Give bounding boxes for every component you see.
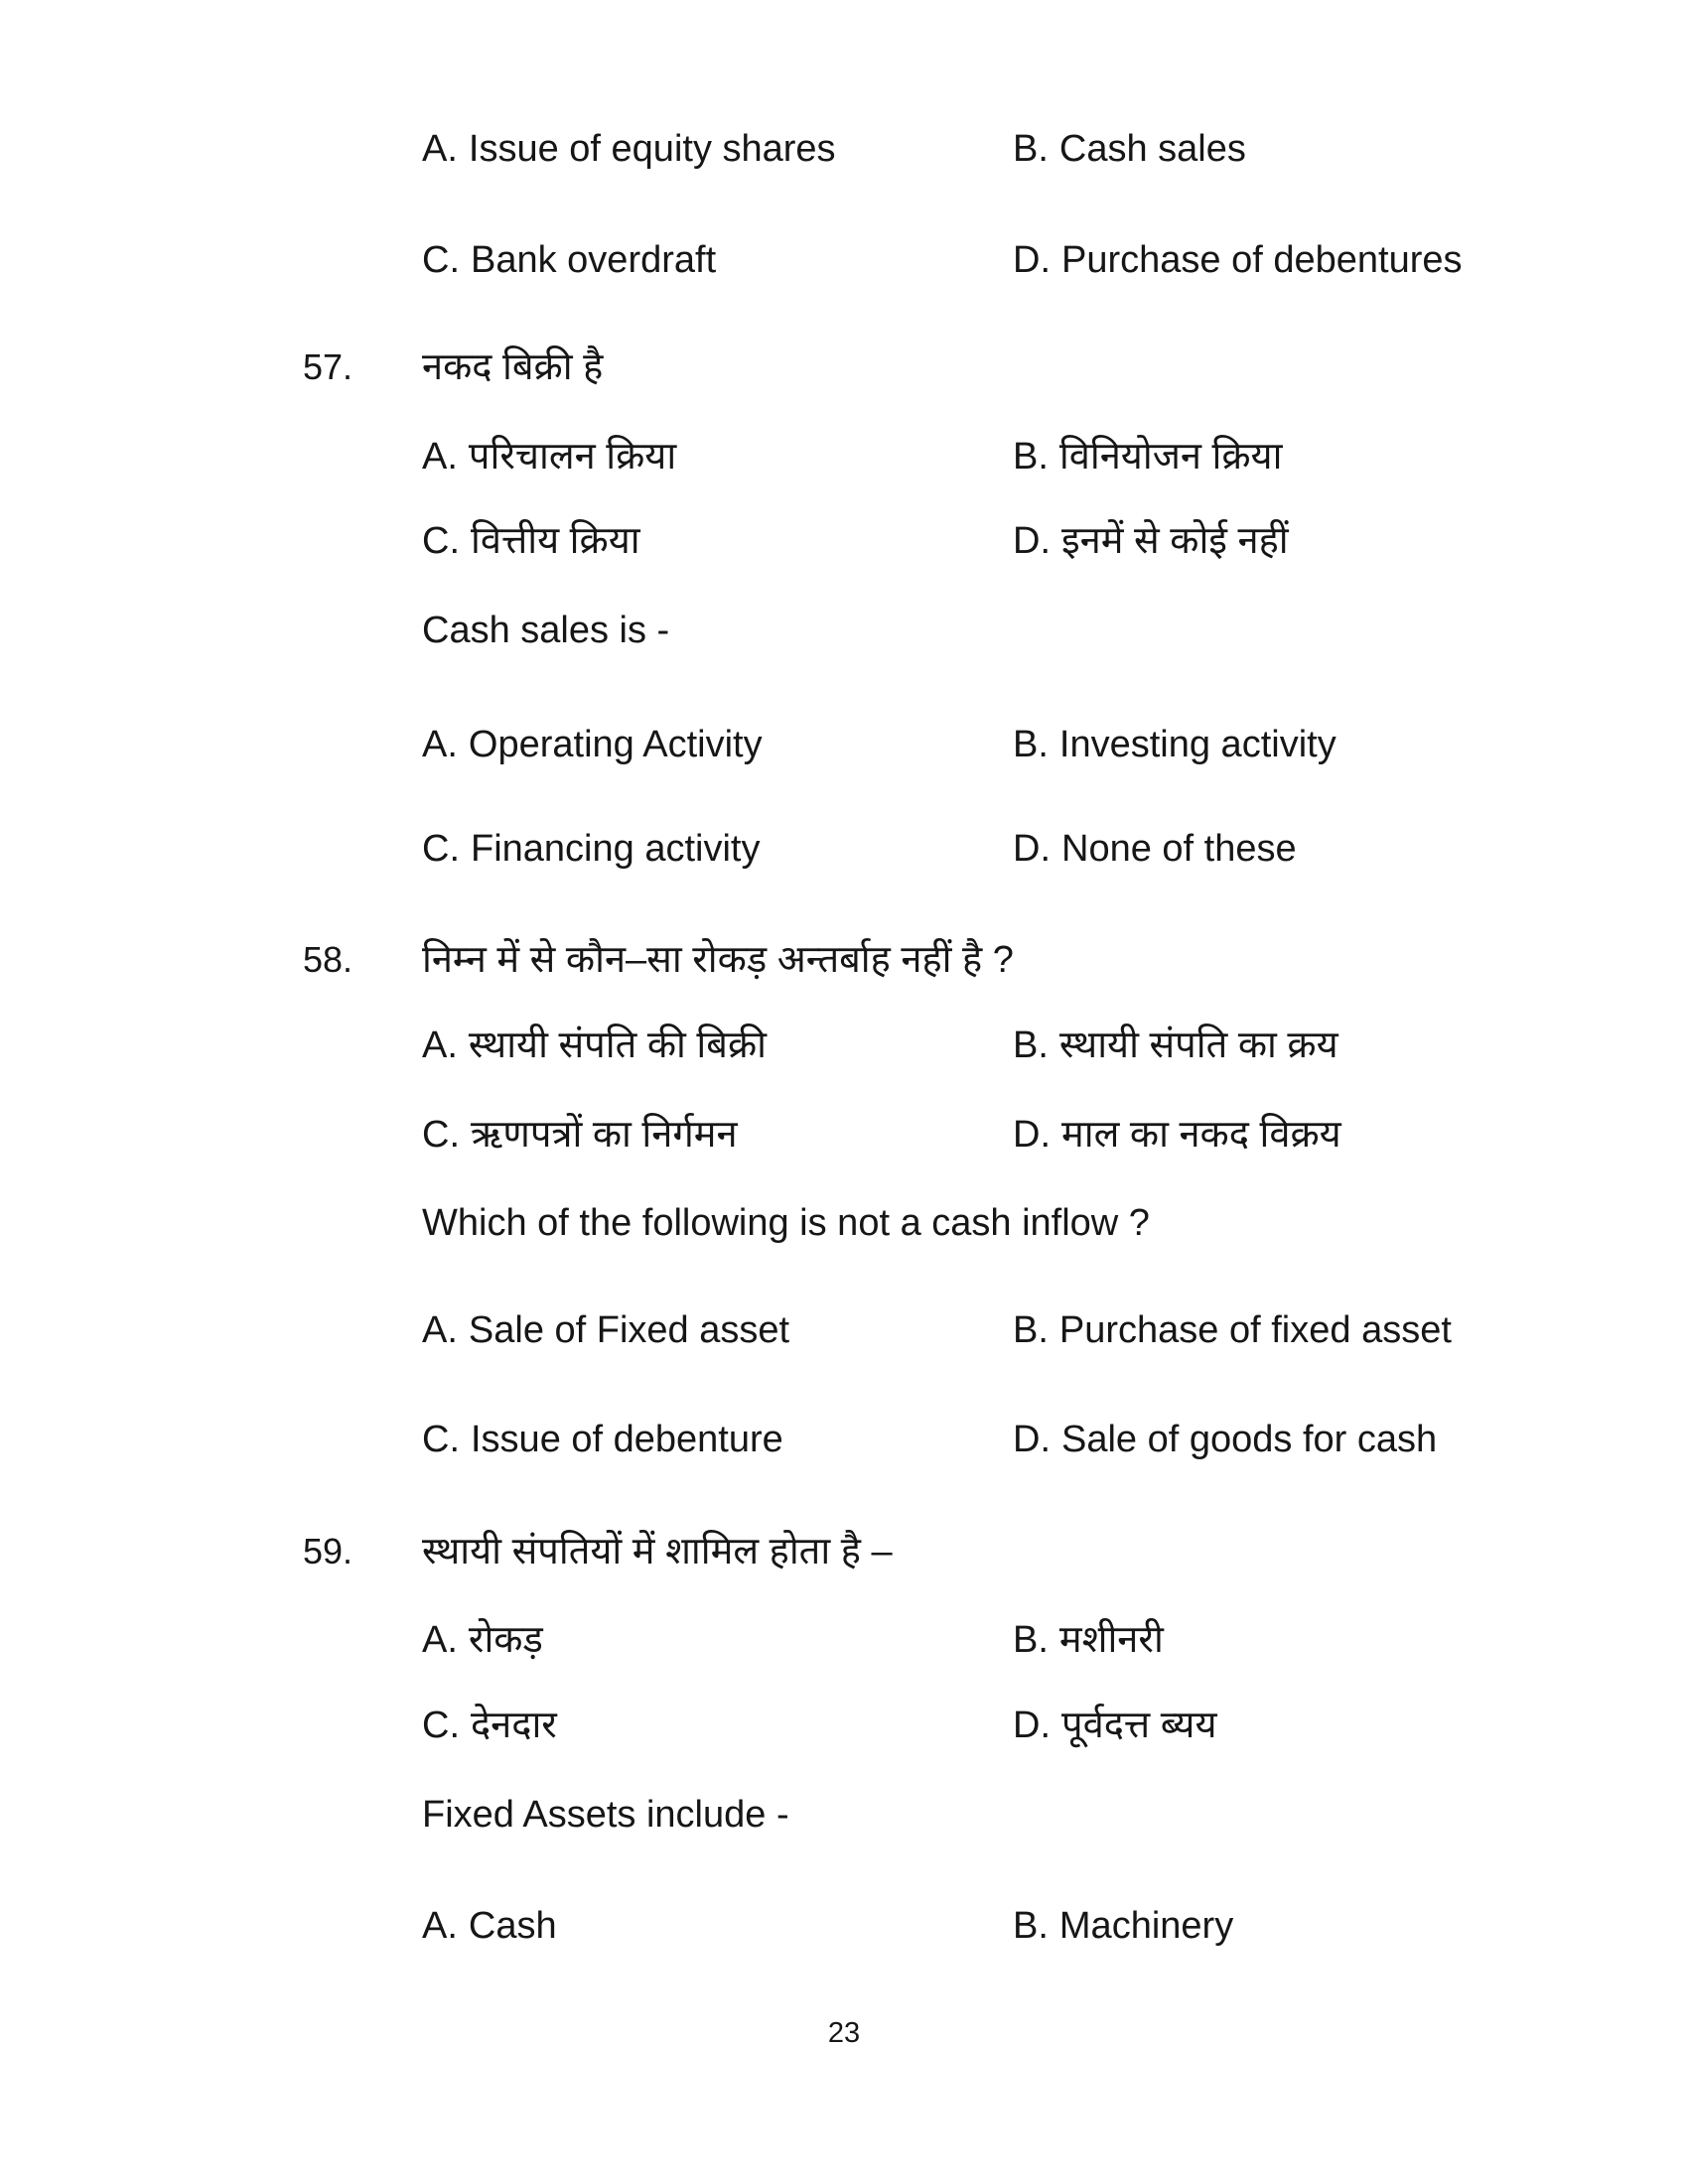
option-letter: A.: [422, 724, 458, 765]
option-letter: C.: [422, 1419, 460, 1460]
options-row: [0, 517, 1688, 565]
option-text: मशीनरी: [1058, 1619, 1164, 1661]
options-row: [0, 1702, 1688, 1749]
option-text: वित्तीय क्रिया: [471, 520, 640, 562]
option-text: Purchase of fixed asset: [1058, 1309, 1452, 1351]
option-c: [422, 1702, 1013, 1749]
option-b: [1013, 125, 1688, 173]
option-b: [1013, 1616, 1688, 1664]
option-a: [422, 1022, 1013, 1069]
option-a: [422, 1616, 1013, 1664]
option-letter: B.: [1013, 1905, 1049, 1947]
option-letter: A.: [422, 436, 458, 478]
page-number: 23: [827, 2017, 861, 2049]
option-c: [422, 236, 1013, 284]
option-c: [422, 1416, 1013, 1463]
option-text: Operating Activity: [468, 724, 763, 765]
option-d: [1013, 825, 1688, 873]
option-text: Cash: [468, 1905, 557, 1947]
option-letter: B.: [1013, 1619, 1049, 1661]
option-d: [1013, 1702, 1688, 1749]
option-a: [422, 1902, 1013, 1950]
option-text: स्थायी संपति की बिक्री: [468, 1024, 767, 1066]
option-text: Issue of equity shares: [468, 128, 836, 170]
option-letter: B.: [1013, 1024, 1049, 1066]
option-a: [422, 125, 1013, 173]
option-text: Machinery: [1058, 1905, 1234, 1947]
option-a: [422, 1306, 1013, 1354]
question-59-header: [0, 1528, 1688, 1575]
option-text: परिचालन क्रिया: [468, 436, 677, 478]
option-b: [1013, 721, 1688, 768]
options-row: [0, 1022, 1688, 1069]
option-b: [1013, 1022, 1688, 1069]
option-text: Financing activity: [471, 828, 761, 870]
option-letter: A.: [422, 1619, 458, 1661]
question-text-english: Fixed Assets include -: [422, 1794, 789, 1836]
option-text: इनमें से कोई नहीं: [1061, 520, 1289, 562]
question-text-hindi: निम्न में से कौन–सा रोकड़ अन्तर्बाह नहीं है ?: [422, 939, 1014, 981]
option-b: [1013, 433, 1688, 480]
option-letter: D.: [1013, 1114, 1051, 1156]
options-row: [0, 236, 1688, 284]
option-text: माल का नकद विक्रय: [1061, 1114, 1341, 1156]
option-letter: B.: [1013, 128, 1049, 170]
option-letter: C.: [422, 520, 460, 562]
option-text: Cash sales: [1058, 128, 1246, 170]
question-57-english: [0, 607, 1688, 654]
option-text: None of these: [1061, 828, 1297, 870]
options-row: [0, 1111, 1688, 1159]
option-text: Sale of goods for cash: [1061, 1419, 1438, 1460]
option-text: देनदार: [471, 1705, 557, 1746]
option-text: Investing activity: [1058, 724, 1336, 765]
option-text: Bank overdraft: [471, 239, 717, 281]
question-number: 59.: [303, 1531, 353, 1571]
option-c: [422, 1111, 1013, 1159]
option-text: विनियोजन क्रिया: [1058, 436, 1283, 478]
option-letter: D.: [1013, 1705, 1051, 1746]
options-row: [0, 1616, 1688, 1664]
question-57-header: [0, 343, 1688, 391]
options-row: [0, 1306, 1688, 1354]
question-58-english: [0, 1199, 1688, 1247]
question-text-hindi: स्थायी संपतियों में शामिल होता है –: [422, 1531, 893, 1572]
question-58-header: [0, 936, 1688, 984]
option-text: Issue of debenture: [471, 1419, 783, 1460]
option-text: स्थायी संपति का क्रय: [1058, 1024, 1338, 1066]
option-c: [422, 517, 1013, 565]
option-d: [1013, 236, 1688, 284]
option-text: Purchase of debentures: [1061, 239, 1463, 281]
option-text: Sale of Fixed asset: [468, 1309, 790, 1351]
option-d: [1013, 1111, 1688, 1159]
options-row: [0, 825, 1688, 873]
option-letter: C.: [422, 239, 460, 281]
option-letter: D.: [1013, 1419, 1051, 1460]
option-b: [1013, 1902, 1688, 1950]
option-letter: B.: [1013, 724, 1049, 765]
option-letter: C.: [422, 1705, 460, 1746]
question-number: 58.: [303, 939, 353, 980]
option-letter: D.: [1013, 239, 1051, 281]
option-letter: C.: [422, 828, 460, 870]
option-letter: D.: [1013, 828, 1051, 870]
option-a: [422, 433, 1013, 480]
option-c: [422, 825, 1013, 873]
options-row: [0, 1902, 1688, 1950]
question-text-hindi: नकद बिक्री है: [422, 346, 604, 388]
question-59-english: [0, 1791, 1688, 1839]
option-d: [1013, 1416, 1688, 1463]
question-number: 57.: [303, 346, 353, 387]
option-letter: B.: [1013, 436, 1049, 478]
question-text-english: Which of the following is not a cash inflow ?: [422, 1202, 1150, 1244]
options-row: [0, 1416, 1688, 1463]
option-text: ऋणपत्रों का निर्गमन: [471, 1114, 738, 1156]
option-letter: B.: [1013, 1309, 1049, 1351]
option-d: [1013, 517, 1688, 565]
question-text-english: Cash sales is -: [422, 610, 670, 651]
option-a: [422, 721, 1013, 768]
options-row: [0, 721, 1688, 768]
option-text: रोकड़: [468, 1619, 543, 1661]
option-letter: A.: [422, 128, 458, 170]
option-letter: A.: [422, 1309, 458, 1351]
option-letter: A.: [422, 1905, 458, 1947]
option-letter: D.: [1013, 520, 1051, 562]
option-b: [1013, 1306, 1688, 1354]
option-text: पूर्वदत्त ब्यय: [1061, 1705, 1217, 1746]
option-letter: A.: [422, 1024, 458, 1066]
options-row: [0, 125, 1688, 173]
options-row: [0, 433, 1688, 480]
option-letter: C.: [422, 1114, 460, 1156]
